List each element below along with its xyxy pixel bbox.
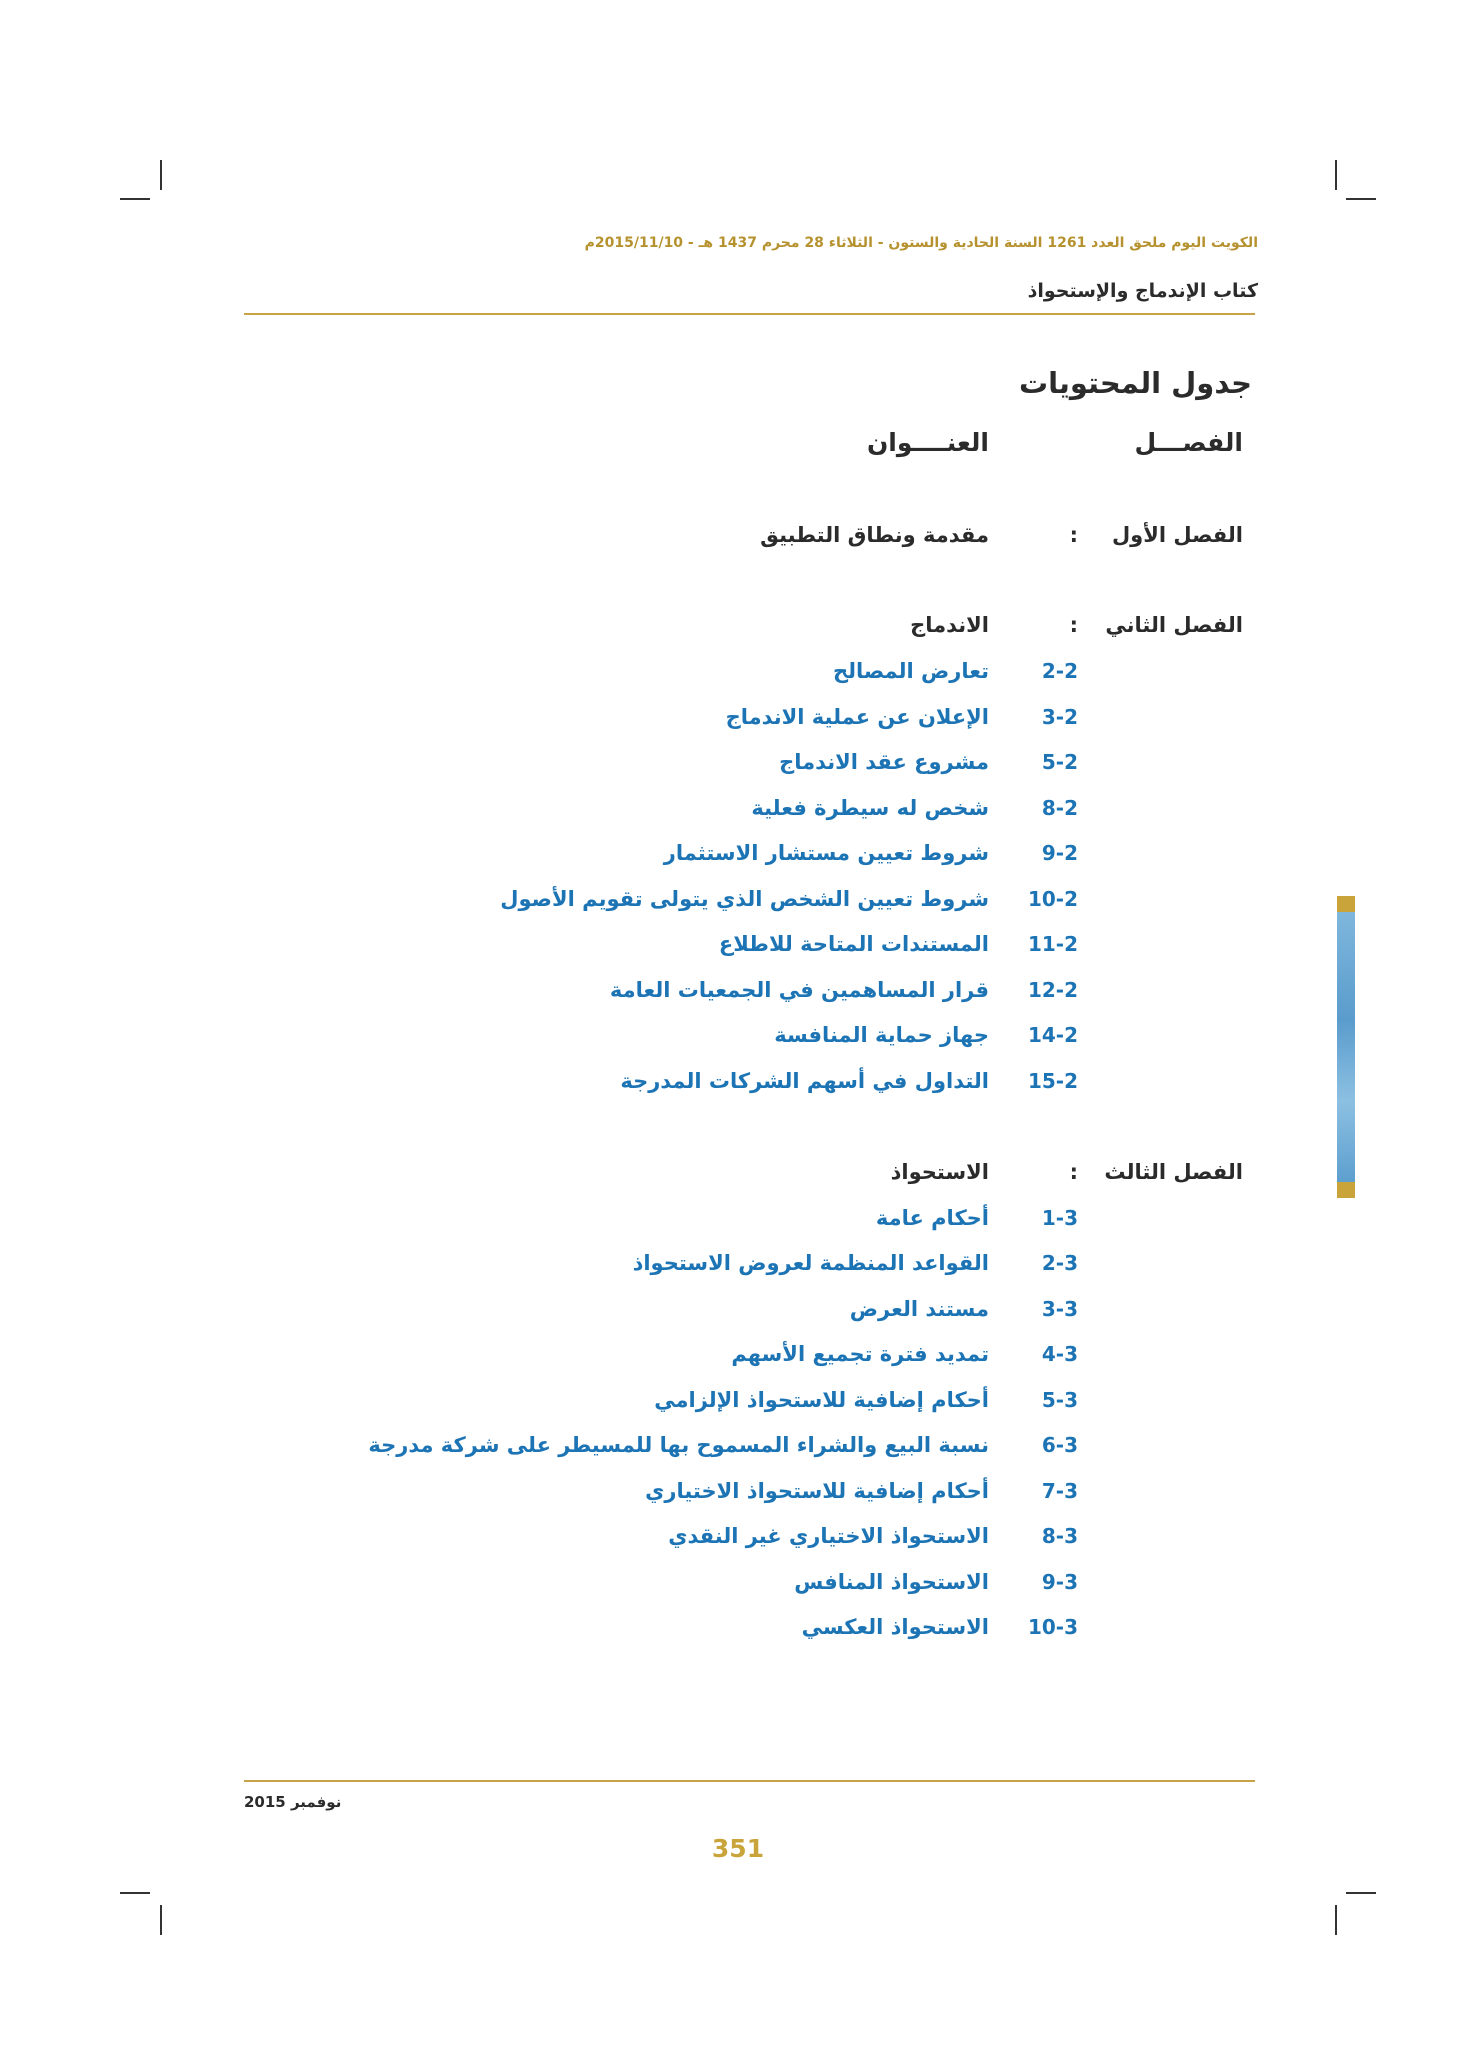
section-title[interactable]: التداول في أسهم الشركات المدرجة: [620, 1069, 989, 1093]
footer-date: نوفمبر 2015: [244, 1793, 342, 1811]
toc-title: جدول المحتويات: [1018, 366, 1252, 400]
section-title[interactable]: تمديد فترة تجميع الأسهم: [731, 1342, 989, 1366]
section-number: 5-2: [1041, 750, 1078, 774]
column-heading-chapter: الفصـــل: [1134, 428, 1243, 457]
section-number: 10-3: [1027, 1615, 1078, 1639]
section-number: 15-2: [1027, 1069, 1078, 1093]
section-number: 8-2: [1041, 796, 1078, 820]
section-title[interactable]: جهاز حماية المنافسة: [774, 1023, 989, 1047]
section-number: 9-3: [1041, 1570, 1078, 1594]
section-title[interactable]: المستندات المتاحة للاطلاع: [718, 932, 989, 956]
section-number: 7-3: [1041, 1479, 1078, 1503]
section-title[interactable]: شروط تعيين مستشار الاستثمار: [663, 841, 989, 865]
crop-mark: [160, 160, 162, 190]
section-number: 12-2: [1027, 978, 1078, 1002]
crop-mark: [120, 1892, 150, 1894]
crop-mark: [160, 1905, 162, 1935]
section-title[interactable]: قرار المساهمين في الجمعيات العامة: [609, 978, 989, 1002]
chapter-colon: :: [1069, 523, 1078, 547]
chapter-name: الفصل الثالث: [1104, 1160, 1243, 1184]
section-title[interactable]: مشروع عقد الاندماج: [779, 750, 989, 774]
section-number: 3-2: [1041, 705, 1078, 729]
section-title[interactable]: شروط تعيين الشخص الذي يتولى تقويم الأصول: [500, 887, 989, 911]
section-number: 2-2: [1041, 659, 1078, 683]
chapter-title: الاندماج: [910, 613, 989, 637]
section-title[interactable]: أحكام إضافية للاستحواذ الإلزامي: [654, 1388, 989, 1412]
footer-rule: [244, 1780, 1255, 1782]
section-title[interactable]: الاستحواذ الاختياري غير النقدي: [668, 1524, 989, 1548]
section-title[interactable]: أحكام إضافية للاستحواذ الاختياري: [645, 1479, 989, 1503]
publication-line: الكويت اليوم ملحق العدد 1261 السنة الحادية والستون - الثلاثاء 28 محرم 1437 هـ - 2015/11/10م: [584, 235, 1258, 251]
crop-mark: [120, 198, 150, 200]
crop-mark: [1335, 1905, 1337, 1935]
section-number: 9-2: [1041, 841, 1078, 865]
chapter-name: الفصل الأول: [1111, 523, 1243, 547]
section-number: 6-3: [1041, 1433, 1078, 1457]
section-number: 2-3: [1041, 1251, 1078, 1275]
section-title[interactable]: شخص له سيطرة فعلية: [751, 796, 989, 820]
section-title[interactable]: تعارض المصالح: [832, 659, 989, 683]
section-number: 4-3: [1041, 1342, 1078, 1366]
crop-mark: [1346, 198, 1376, 200]
section-number: 11-2: [1027, 932, 1078, 956]
section-title[interactable]: أحكام عامة: [875, 1206, 989, 1230]
section-title[interactable]: نسبة البيع والشراء المسموح بها للمسيطر على شركة مدرجة: [368, 1433, 989, 1457]
section-number: 8-3: [1041, 1524, 1078, 1548]
section-number: 10-2: [1027, 887, 1078, 911]
header-rule: [244, 313, 1255, 315]
book-title: كتاب الإندماج والإستحواذ: [1027, 280, 1258, 302]
chapter-title: مقدمة ونطاق التطبيق: [760, 523, 989, 547]
column-heading-title: العنــــوان: [866, 428, 989, 457]
section-title[interactable]: الإعلان عن عملية الاندماج: [725, 705, 989, 729]
section-title[interactable]: الاستحواذ العكسي: [801, 1615, 989, 1639]
section-number: 1-3: [1041, 1206, 1078, 1230]
chapter-colon: :: [1069, 1160, 1078, 1184]
chapter-name: الفصل الثاني: [1105, 613, 1243, 637]
section-title[interactable]: الاستحواذ المنافس: [794, 1570, 989, 1594]
crop-mark: [1335, 160, 1337, 190]
side-tab-cap: [1337, 1182, 1355, 1198]
section-number: 3-3: [1041, 1297, 1078, 1321]
side-tab-cap: [1337, 896, 1355, 912]
chapter-title: الاستحواذ: [890, 1160, 989, 1184]
side-tab-pattern: [1337, 912, 1355, 1182]
section-number: 5-3: [1041, 1388, 1078, 1412]
section-title[interactable]: مستند العرض: [849, 1297, 989, 1321]
page-number: 351: [711, 1834, 765, 1863]
section-title[interactable]: القواعد المنظمة لعروض الاستحواذ: [632, 1251, 989, 1275]
crop-mark: [1346, 1892, 1376, 1894]
section-number: 14-2: [1027, 1023, 1078, 1047]
side-tab-decoration: [1337, 896, 1355, 1198]
chapter-colon: :: [1069, 613, 1078, 637]
